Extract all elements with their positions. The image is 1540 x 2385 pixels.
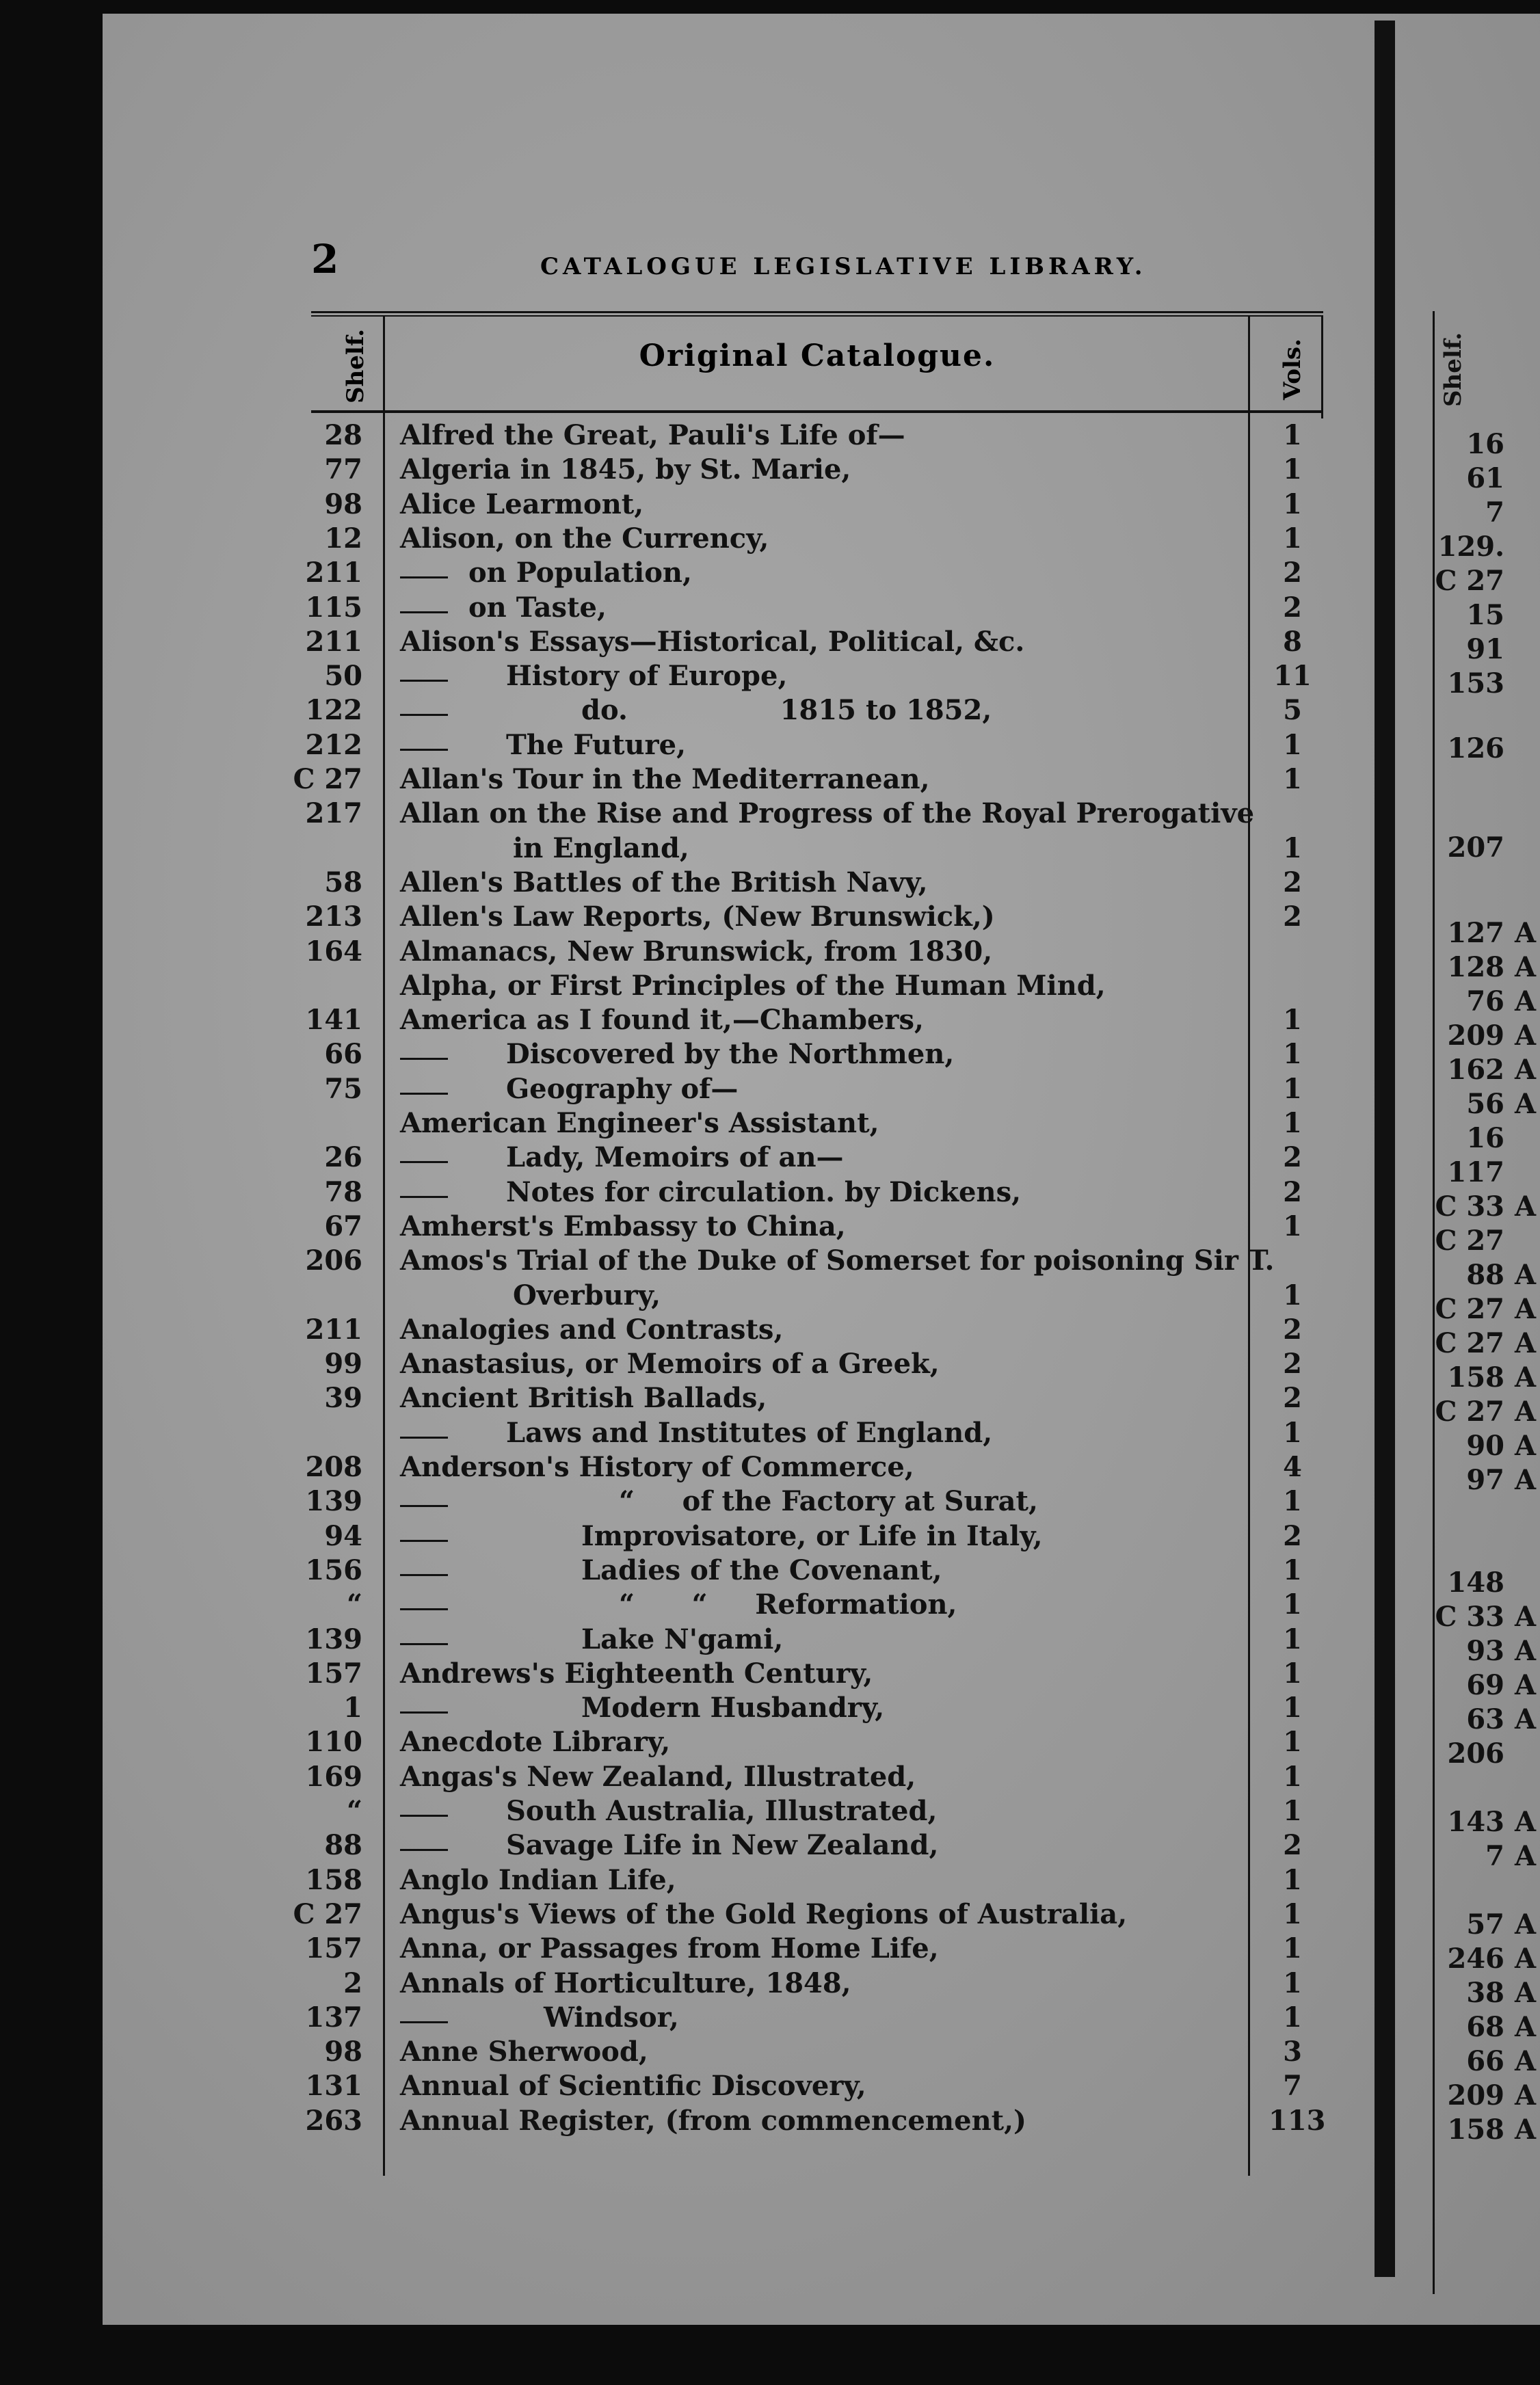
next-page-shelf-number: 91 <box>1466 633 1504 665</box>
catalogue-entry-title: Modern Husbandry, <box>581 1692 885 1724</box>
catalogue-entry-title: Allan on the Rise and Progress of the Royal Prerogative <box>400 797 1255 829</box>
next-page-shelf-number: 128 <box>1447 951 1504 983</box>
next-page-entry-initial: A <box>1515 1840 1537 1872</box>
volume-count: 1 <box>1283 763 1302 795</box>
ditto-dash <box>400 611 448 613</box>
catalogue-column-header: Original Catalogue. <box>639 338 996 373</box>
table-row <box>0 2069 1368 2103</box>
volume-count: 2 <box>1283 1382 1302 1414</box>
shelf-number: 122 <box>305 694 362 726</box>
shelf-number: 26 <box>324 1141 362 1173</box>
volume-count: 1 <box>1283 729 1302 761</box>
table-row <box>0 1484 1368 1519</box>
next-page-entry-initial: A <box>1515 1601 1537 1633</box>
table-row <box>0 797 1368 831</box>
next-page-shelf-number: C 27 <box>1435 1293 1504 1325</box>
ditto-dash <box>400 1643 448 1645</box>
vols-column-divider-right <box>1321 316 1323 418</box>
next-page-shelf-number: 148 <box>1447 1567 1504 1599</box>
volume-count: 2 <box>1283 591 1302 624</box>
volume-count: 1 <box>1283 1485 1302 1517</box>
shelf-number: 139 <box>305 1623 362 1655</box>
shelf-number: 58 <box>324 866 362 898</box>
table-row <box>0 1003 1368 1037</box>
shelf-number: C 27 <box>293 763 362 795</box>
ditto-dash <box>400 1196 448 1198</box>
table-row <box>0 1967 1368 2001</box>
catalogue-entry-title: Anglo Indian Life, <box>400 1864 676 1896</box>
catalogue-entry-title: Savage Life in New Zealand, <box>506 1829 939 1861</box>
page-number: 2 <box>311 236 339 282</box>
volume-count: 1 <box>1283 522 1302 555</box>
page-gutter <box>1375 21 1395 2277</box>
catalogue-entry-title: History of Europe, <box>506 660 788 692</box>
shelf-number: 211 <box>305 557 362 589</box>
volume-count: 1 <box>1283 1107 1302 1139</box>
catalogue-entry-title: Notes for circulation. by Dickens, <box>506 1176 1022 1208</box>
next-page-shelf-number: 69 <box>1466 1669 1504 1701</box>
next-page-shelf-number: 76 <box>1466 985 1504 1017</box>
ditto-dash <box>400 749 448 751</box>
catalogue-entry-title: Overbury, <box>513 1279 661 1311</box>
shelf-number: 169 <box>305 1761 362 1793</box>
volume-count: 1 <box>1283 1761 1302 1793</box>
catalogue-entry-title: Alfred the Great, Pauli's Life of— <box>400 419 905 451</box>
next-page-shelf-number: 63 <box>1466 1703 1504 1735</box>
volume-count: 1 <box>1283 419 1302 451</box>
next-page-shelf-number: 61 <box>1466 462 1504 494</box>
catalogue-entry-title: Lady, Memoirs of an— <box>506 1141 844 1173</box>
next-page-entry-initial: A <box>1515 985 1537 1017</box>
catalogue-entry-title: Ladies of the Covenant, <box>581 1554 942 1586</box>
volume-count: 1 <box>1283 1554 1302 1586</box>
table-row <box>0 2001 1368 2035</box>
shelf-number: 164 <box>305 935 362 968</box>
next-page-shelf-number: C 27 <box>1435 1396 1504 1428</box>
volume-count: 2 <box>1283 1520 1302 1552</box>
catalogue-entry-title: on Taste, <box>468 591 607 624</box>
catalogue-entry-title: Angus's Views of the Gold Regions of Australia, <box>400 1898 1128 1930</box>
next-page-shelf-number: 143 <box>1447 1806 1504 1838</box>
shelf-number: 157 <box>305 1932 362 1964</box>
shelf-number: 158 <box>305 1864 362 1896</box>
volume-count: 2 <box>1283 557 1302 589</box>
table-row <box>0 556 1368 590</box>
volume-count: 1 <box>1283 1623 1302 1655</box>
catalogue-entry-title: Annual of Scientific Discovery, <box>400 2070 866 2102</box>
table-row <box>0 1932 1368 1966</box>
volume-count: 2 <box>1283 866 1302 898</box>
ditto-dash <box>400 2021 448 2023</box>
table-row <box>0 453 1368 487</box>
catalogue-entry-title: Alison, on the Currency, <box>400 522 769 555</box>
ditto-dash <box>400 1437 448 1439</box>
shelf-number: 12 <box>324 522 362 555</box>
table-row <box>0 1519 1368 1554</box>
shelf-number: 115 <box>305 591 362 624</box>
table-row <box>0 522 1368 556</box>
table-row <box>0 900 1368 934</box>
shelf-number: 88 <box>324 1829 362 1861</box>
next-page-shelf-number: 93 <box>1466 1635 1504 1667</box>
ditto-dash <box>400 1093 448 1095</box>
catalogue-entry-title: do. 1815 to 1852, <box>581 694 992 726</box>
volume-count: 1 <box>1283 1210 1302 1242</box>
catalogue-entry-title: Anne Sherwood, <box>400 2036 648 2068</box>
table-row <box>0 488 1368 522</box>
ditto-dash <box>400 680 448 682</box>
shelf-number: 78 <box>324 1176 362 1208</box>
next-page-entry-initial: A <box>1515 1464 1537 1496</box>
shelf-number: 211 <box>305 1314 362 1346</box>
volume-count: 1 <box>1283 488 1302 520</box>
volume-count: 1 <box>1283 1726 1302 1758</box>
next-page-shelf-number: 56 <box>1466 1088 1504 1120</box>
next-page-shelf-number: 15 <box>1466 599 1504 631</box>
table-row <box>0 1106 1368 1141</box>
table-row <box>0 935 1368 969</box>
catalogue-entry-title: Geography of— <box>506 1073 739 1105</box>
ditto-dash <box>400 1574 448 1576</box>
next-page-entry-initial: A <box>1515 1430 1537 1462</box>
shelf-number: “ <box>346 1588 362 1621</box>
volume-count: 1 <box>1283 1967 1302 1999</box>
table-top-rule <box>311 311 1323 317</box>
next-page-entry-initial: A <box>1515 2114 1537 2146</box>
next-page-entry-initial: A <box>1515 2011 1537 2043</box>
volume-count: 2 <box>1283 1176 1302 1208</box>
volume-count: 1 <box>1283 1692 1302 1724</box>
shelf-column-header: Shelf. <box>342 328 369 403</box>
next-page-shelf-number: 158 <box>1447 2114 1504 2146</box>
table-row <box>0 1347 1368 1381</box>
next-page-shelf-number: 158 <box>1447 1361 1504 1394</box>
volume-count: 3 <box>1283 2036 1302 2068</box>
ditto-dash <box>400 1058 448 1060</box>
vols-column-header: Vols. <box>1279 338 1306 400</box>
running-title: CATALOGUE LEGISLATIVE LIBRARY. <box>540 253 1147 280</box>
next-page-shelf-number: 153 <box>1447 667 1504 699</box>
shelf-number: 2 <box>343 1967 362 1999</box>
shelf-number: 206 <box>305 1244 362 1277</box>
table-row <box>0 728 1368 762</box>
next-page-shelf-number: C 33 <box>1435 1190 1504 1223</box>
next-page-shelf-number: 38 <box>1466 1977 1504 2009</box>
catalogue-entry-title: Discovered by the Northmen, <box>506 1038 955 1070</box>
ditto-dash <box>400 1505 448 1507</box>
catalogue-entry-title: Almanacs, New Brunswick, from 1830, <box>400 935 993 968</box>
ditto-dash <box>400 1849 448 1851</box>
shelf-number: 1 <box>343 1692 362 1724</box>
next-page-shelf-number: 207 <box>1447 831 1504 864</box>
next-page-entry-initial: A <box>1515 1977 1537 2009</box>
next-page-shelf-number: 68 <box>1466 2011 1504 2043</box>
table-row <box>0 1623 1368 1657</box>
volume-count: 1 <box>1283 1073 1302 1105</box>
volume-count: 11 <box>1273 660 1312 692</box>
table-row <box>0 1244 1368 1278</box>
table-row <box>0 866 1368 900</box>
catalogue-entry-title: Alison's Essays—Historical, Political, &c. <box>400 626 1025 658</box>
volume-count: 1 <box>1283 1795 1302 1827</box>
table-row <box>0 1072 1368 1106</box>
catalogue-entry-title: Anna, or Passages from Home Life, <box>400 1932 939 1964</box>
table-row <box>0 625 1368 659</box>
next-page-shelf-number: C 27 <box>1435 565 1504 597</box>
table-row <box>0 1554 1368 1588</box>
next-page-entry-initial: A <box>1515 1806 1537 1838</box>
table-row <box>0 1794 1368 1828</box>
ditto-dash <box>400 1161 448 1163</box>
shelf-number: 98 <box>324 488 362 520</box>
shelf-number: 208 <box>305 1451 362 1483</box>
next-page-shelf-number: 129. <box>1437 531 1504 563</box>
table-row <box>0 1279 1368 1313</box>
catalogue-entry-title: America as I found it,—Chambers, <box>400 1004 924 1036</box>
next-page-shelf-number: C 27 <box>1435 1327 1504 1359</box>
catalogue-entry-title: Amherst's Embassy to China, <box>400 1210 846 1242</box>
table-row <box>0 831 1368 866</box>
table-row <box>0 2035 1368 2069</box>
next-page-shelf-number: 126 <box>1447 732 1504 764</box>
shelf-number: 75 <box>324 1073 362 1105</box>
shelf-number: 77 <box>324 453 362 485</box>
table-row <box>0 1725 1368 1759</box>
shelf-number: 98 <box>324 2036 362 2068</box>
next-page-shelf-number: 16 <box>1466 1122 1504 1154</box>
table-row <box>0 1416 1368 1450</box>
next-page-shelf-number: 7 <box>1485 1840 1504 1872</box>
next-page-entry-initial: A <box>1515 1669 1537 1701</box>
volume-count: 8 <box>1283 626 1302 658</box>
shelf-number: 39 <box>324 1382 362 1414</box>
table-row <box>0 762 1368 797</box>
table-row <box>0 1381 1368 1415</box>
next-page-entry-initial: A <box>1515 2079 1537 2111</box>
next-page-shelf-number: 117 <box>1447 1156 1504 1188</box>
catalogue-entry-title: Amos's Trial of the Duke of Somerset for poisoning Sir T. <box>400 1244 1275 1277</box>
table-row <box>0 1210 1368 1244</box>
table-row <box>0 1691 1368 1725</box>
next-page-shelf-number: 57 <box>1466 1908 1504 1941</box>
volume-count: 1 <box>1283 1279 1302 1311</box>
next-page-entry-initial: A <box>1515 1703 1537 1735</box>
volume-count: 2 <box>1283 1829 1302 1861</box>
shelf-number: 213 <box>305 901 362 933</box>
table-row <box>0 659 1368 693</box>
table-row <box>0 1657 1368 1691</box>
ditto-dash <box>400 1540 448 1542</box>
next-page-shelf-number: C 33 <box>1435 1601 1504 1633</box>
table-row <box>0 591 1368 625</box>
table-row <box>0 2104 1368 2138</box>
catalogue-entry-title: Analogies and Contrasts, <box>400 1314 784 1346</box>
catalogue-entry-title: Angas's New Zealand, Illustrated, <box>400 1761 916 1793</box>
volume-count: 1 <box>1283 1004 1302 1036</box>
volume-count: 1 <box>1283 1898 1302 1930</box>
shelf-number: C 27 <box>293 1898 362 1930</box>
volume-count: 1 <box>1283 2001 1302 2034</box>
table-row <box>0 1313 1368 1347</box>
table-row <box>0 1863 1368 1897</box>
shelf-number: 212 <box>305 729 362 761</box>
shelf-number: 263 <box>305 2105 362 2137</box>
volume-count: 4 <box>1283 1451 1302 1483</box>
table-row <box>0 1037 1368 1071</box>
volume-count: 2 <box>1283 901 1302 933</box>
catalogue-entry-title: Lake N'gami, <box>581 1623 784 1655</box>
next-page-entry-initial: A <box>1515 1635 1537 1667</box>
volume-count: 1 <box>1283 1038 1302 1070</box>
volume-count: 1 <box>1283 1417 1302 1449</box>
catalogue-entry-title: Alice Learmont, <box>400 488 644 520</box>
volume-count: 1 <box>1283 1864 1302 1896</box>
next-page-entry-initial: A <box>1515 951 1537 983</box>
shelf-number: 157 <box>305 1657 362 1690</box>
table-row <box>0 693 1368 728</box>
table-row <box>0 1141 1368 1175</box>
shelf-number: 110 <box>305 1726 362 1758</box>
table-header-rule <box>311 410 1323 413</box>
shelf-number: 141 <box>305 1004 362 1036</box>
next-page-entry-initial: A <box>1515 1361 1537 1394</box>
next-page-entry-initial: A <box>1515 917 1537 949</box>
next-page-shelf-number: 209 <box>1447 1020 1504 1052</box>
volume-count: 1 <box>1283 1657 1302 1690</box>
next-page-shelf-number: 16 <box>1466 428 1504 460</box>
volume-count: 1 <box>1283 453 1302 485</box>
next-page-shelf-number: 162 <box>1447 1054 1504 1086</box>
catalogue-entry-title: Anastasius, or Memoirs of a Greek, <box>400 1348 940 1380</box>
catalogue-entry-title: Annual Register, (from commencement,) <box>400 2105 1026 2137</box>
catalogue-entry-title: Allan's Tour in the Mediterranean, <box>400 763 930 795</box>
ditto-dash <box>400 1608 448 1610</box>
catalogue-entry-title: Anecdote Library, <box>400 1726 671 1758</box>
catalogue-entry-title: Ancient British Ballads, <box>400 1382 767 1414</box>
table-row <box>0 1175 1368 1210</box>
volume-count: 1 <box>1283 832 1302 864</box>
shelf-number: 67 <box>324 1210 362 1242</box>
next-page-entry-initial: A <box>1515 1293 1537 1325</box>
shelf-number: 94 <box>324 1520 362 1552</box>
ditto-dash <box>400 1711 448 1714</box>
volume-count: 1 <box>1283 1932 1302 1964</box>
next-page-entry-initial: A <box>1515 2045 1537 2077</box>
next-page-entry-initial: A <box>1515 1396 1537 1428</box>
volume-count: 1 <box>1283 1588 1302 1621</box>
next-page-entry-initial: A <box>1515 1020 1537 1052</box>
table-row <box>0 1897 1368 1932</box>
next-page-shelf-number: C 27 <box>1435 1225 1504 1257</box>
volume-count: 113 <box>1269 2105 1326 2137</box>
next-page-shelf-number: 209 <box>1447 2079 1504 2111</box>
next-page-shelf-number: 97 <box>1466 1464 1504 1496</box>
catalogue-entry-title: South Australia, Illustrated, <box>506 1795 938 1827</box>
catalogue-entry-title: Alpha, or First Principles of the Human Mind, <box>400 970 1106 1002</box>
shelf-number: 156 <box>305 1554 362 1586</box>
catalogue-entry-title: Allen's Battles of the British Navy, <box>400 866 928 898</box>
next-page-shelf-header: Shelf. <box>1439 332 1467 407</box>
shelf-number: 66 <box>324 1038 362 1070</box>
table-row <box>0 418 1368 453</box>
catalogue-entry-title: “ of the Factory at Surat, <box>619 1485 1038 1517</box>
next-page-entry-initial: A <box>1515 1908 1537 1941</box>
volume-count: 5 <box>1283 694 1302 726</box>
volume-count: 7 <box>1283 2070 1302 2102</box>
next-page-entry-initial: A <box>1515 1088 1537 1120</box>
catalogue-entry-title: on Population, <box>468 557 692 589</box>
catalogue-entry-title: “ “ Reformation, <box>619 1588 957 1621</box>
volume-count: 2 <box>1283 1348 1302 1380</box>
shelf-number: 139 <box>305 1485 362 1517</box>
next-page-entry-initial: A <box>1515 1054 1537 1086</box>
shelf-number: 217 <box>305 797 362 829</box>
ditto-dash <box>400 714 448 716</box>
catalogue-entry-title: Allen's Law Reports, (New Brunswick,) <box>400 901 995 933</box>
volume-count: 2 <box>1283 1141 1302 1173</box>
ditto-dash <box>400 576 448 578</box>
next-page-shelf-number: 88 <box>1466 1259 1504 1291</box>
catalogue-entry-title: Annals of Horticulture, 1848, <box>400 1967 851 1999</box>
next-page-entry-initial: A <box>1515 1943 1537 1975</box>
ditto-dash <box>400 1815 448 1817</box>
shelf-number: 137 <box>305 2001 362 2034</box>
next-page-shelf-number: 206 <box>1447 1737 1504 1770</box>
table-row <box>0 969 1368 1003</box>
table-row <box>0 1588 1368 1622</box>
catalogue-entry-title: in England, <box>513 832 689 864</box>
catalogue-entry-title: Improvisatore, or Life in Italy, <box>581 1520 1043 1552</box>
next-page-shelf-number: 66 <box>1466 2045 1504 2077</box>
next-page-shelf-number: 246 <box>1447 1943 1504 1975</box>
shelf-number: 50 <box>324 660 362 692</box>
catalogue-entry-title: Anderson's History of Commerce, <box>400 1451 914 1483</box>
next-page-entry-initial: A <box>1515 1259 1537 1291</box>
volume-count: 2 <box>1283 1314 1302 1346</box>
table-row <box>0 1760 1368 1794</box>
catalogue-entry-title: Windsor, <box>544 2001 679 2034</box>
shelf-number: 211 <box>305 626 362 658</box>
next-page-entry-initial: A <box>1515 1190 1537 1223</box>
catalogue-entry-title: Laws and Institutes of England, <box>506 1417 993 1449</box>
shelf-number: 131 <box>305 2070 362 2102</box>
catalogue-entry-title: Algeria in 1845, by St. Marie, <box>400 453 851 485</box>
next-page-entry-initial: A <box>1515 1327 1537 1359</box>
shelf-number: “ <box>346 1795 362 1827</box>
table-row <box>0 1828 1368 1863</box>
shelf-number: 99 <box>324 1348 362 1380</box>
table-row <box>0 1450 1368 1484</box>
catalogue-entry-title: American Engineer's Assistant, <box>400 1107 879 1139</box>
catalogue-entry-title: Andrews's Eighteenth Century, <box>400 1657 873 1690</box>
shelf-number: 28 <box>324 419 362 451</box>
next-page-shelf-number: 127 <box>1447 917 1504 949</box>
catalogue-entry-title: The Future, <box>506 729 687 761</box>
next-page-shelf-number: 7 <box>1485 496 1504 529</box>
next-page-shelf-number: 90 <box>1466 1430 1504 1462</box>
